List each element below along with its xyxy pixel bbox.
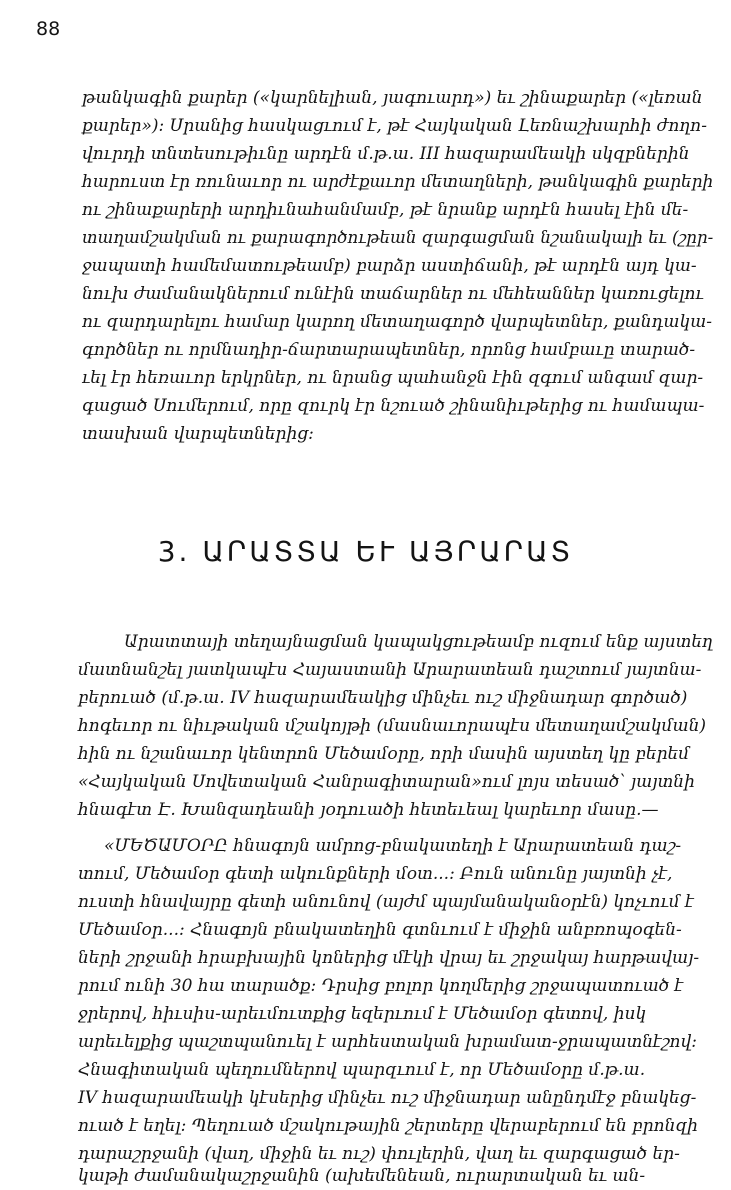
- text-line: ւել էր հեռաւոր երկրներ, ու նրանց պահանջն էին զգում անգամ զար-: [82, 368, 704, 388]
- text-line: ների շրջանի հրաբխային կոներից մէկի վրայ եւ շրջակայ հարթավայ-: [78, 948, 700, 968]
- text-line: տասխան վարպետներից:: [82, 424, 314, 444]
- text-line: հնագէտ Է. Խանզադեանի յօդուածի հետեւեալ կարեւոր մասը.—: [78, 800, 659, 820]
- text-line: IV հազարամեակի կէսերից մինչեւ ուշ միջնադար անընդմէջ բնակեց-: [78, 1088, 697, 1108]
- text-line: նուխ ժամանակներում ունէին տաճարներ ու մեհեաններ կառուցելու: [82, 284, 704, 304]
- text-line: Արատտայի տեղայնացման կապակցութեամբ ուզում ենք այստեղ: [124, 632, 713, 652]
- text-line: Մեծամօր...: Հնագոյն բնակատեղին գտնւում է միջին անբռոպօգեն-: [78, 920, 682, 940]
- text-line: ուստի հնավայրը գետի անունով (այժմ պայմանականօրէն) կոչւում է: [78, 892, 694, 912]
- text-line: քարեր»): Սրանից հասկացւում է, թէ Հայկական Լեռնաշխարհի ժողո-: [82, 116, 707, 136]
- text-line: ու զարդարելու համար կարող մետաղագործ վարպետներ, քանդակա-: [82, 312, 713, 332]
- text-line: հարուստ էր ռունաւոր ու արժէքաւոր մետաղների, թանկագին քարերի: [82, 172, 714, 192]
- text-line: հոգեւոր ու նիւթական մշակոյթի (մասնաւորապէս մետաղամշակման): [78, 716, 707, 736]
- text-line: գացած Սումերում, որը զուրկ էր նշուած շինանիւթերից ու համապա-: [82, 396, 705, 416]
- text-line: ջրերով, հիւսիս-արեւմուտքից եզերւում է Մեծամօր գետով, իսկ: [78, 1004, 647, 1024]
- text-line: տաղամշակման ու քարագործութեան զարգացման նշանակալի եւ (շըր-: [82, 228, 714, 248]
- text-line: «ՄԵԾԱՄՕՐԸ հնագոյն ամրոց-բնակատեղի է Արարատեան դաշ-: [104, 836, 682, 856]
- text-line: րում ունի 30 հա տարածք: Դրսից բոլոր կողմերից շրջապատուած է: [78, 976, 684, 996]
- text-line: թանկագին քարեր («կարնելիան, յագուարդ») եւ շինաքարեր («լեռան: [82, 88, 703, 108]
- text-line: հին ու նշանաւոր կենտրոն Մեծամօրը, որի մասին այստեղ կը բերեմ: [78, 744, 690, 764]
- text-line: դարաշրջանի (վաղ, միջին եւ ուշ) փուլերին, վաղ եւ զարգացած եր-: [78, 1144, 680, 1164]
- text-line: արեւելքից պաշտպանուել է արհեստական խրամատ-ջրապատնէշով:: [78, 1032, 698, 1052]
- text-line: գործներ ու որմնադիր-ճարտարապետներ, որոնց համբաւը տարած-: [82, 340, 696, 360]
- text-line: կաթի ժամանակաշրջանին (ախեմենեան, ուրարտական եւ ան-: [78, 1166, 646, 1186]
- text-line: վուրդի տնտեսութիւնը արդէն մ.թ.ա. III հազարամեակի սկզբներին: [82, 144, 690, 164]
- text-line: ու շինաքարերի արդիւնահանմամբ, թէ նրանք արդէն հասել էին մե-: [82, 200, 689, 220]
- text-line: Հնագիտական պեղումներով պարզւում է, որ Մեծամօրը մ.թ.ա.: [78, 1060, 646, 1080]
- page-number: 88: [36, 18, 61, 40]
- section-heading: 3. ԱՐԱՏՏԱ ԵՒ ԱՅՐԱՐԱՏ: [157, 535, 574, 568]
- text-line: «Հայկական Սովետական Հանրագիտարան»ում լոյս տեսած՝ յայտնի: [78, 772, 695, 792]
- text-line: տում, Մեծամօր գետի ակունքների մօտ...: Բուն անունը յայտնի չէ,: [78, 864, 673, 884]
- text-line: բերուած (մ.թ.ա. IV հազարամեակից մինչեւ ուշ միջնադար գործած): [78, 688, 688, 708]
- text-line: ուած է եղել: Պեղուած մշակութային շերտերը վերաբերում են բրոնզի: [78, 1116, 698, 1136]
- text-line: մատնանշել յատկապէս Հայաստանի Արարատեան դաշտում յայտնա-: [78, 660, 702, 680]
- text-line: ջապատի համեմատութեամբ) բարձր աստիճանի, թէ արդէն այդ կա-: [82, 256, 697, 276]
